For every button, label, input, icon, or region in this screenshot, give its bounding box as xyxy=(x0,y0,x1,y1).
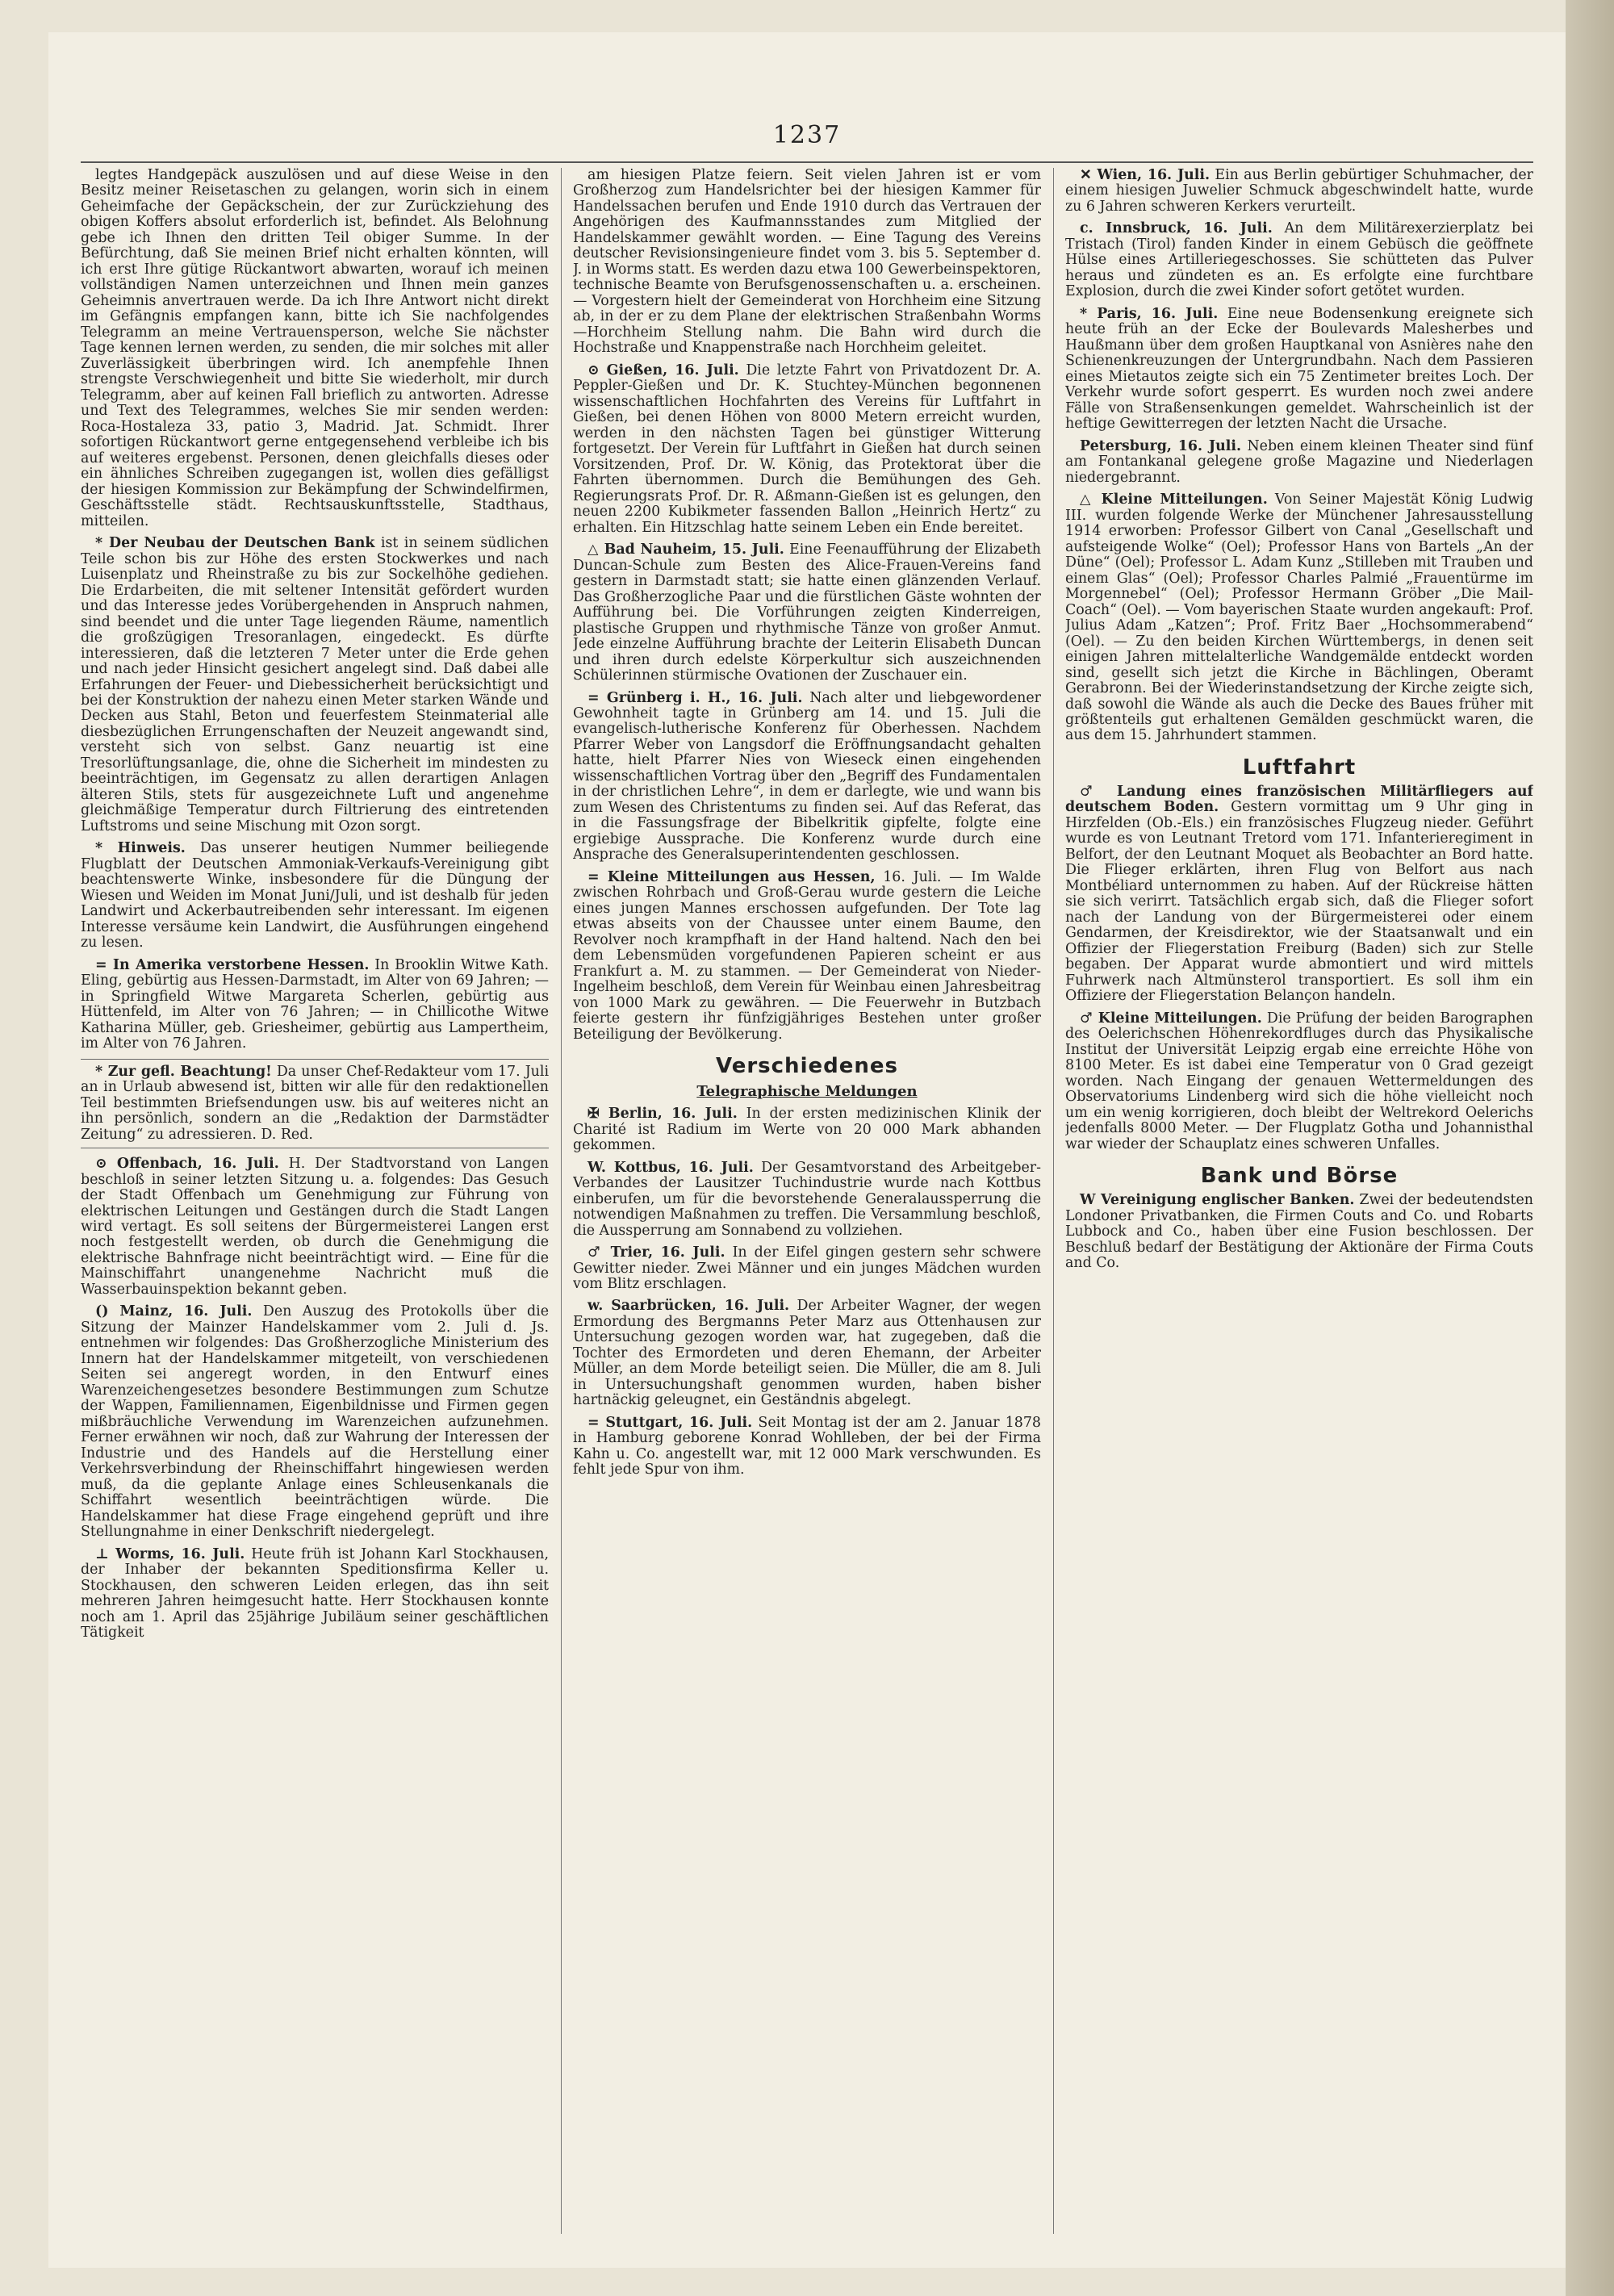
article-heading: = Grünberg i. H., 16. Juli. xyxy=(587,689,803,706)
article-heading: w. Saarbrücken, 16. Juli. xyxy=(587,1298,790,1315)
column-divider xyxy=(1053,168,1054,2234)
column-1 xyxy=(81,168,549,2234)
article-heading: ⊙ Gießen, 16. Juli. xyxy=(587,362,739,378)
article xyxy=(1065,784,1533,1005)
article xyxy=(1065,439,1533,486)
article xyxy=(81,958,549,1052)
article xyxy=(573,1106,1041,1153)
article-text: Den Auszug des Protokolls über die Sitzung der Mainzer Handelskammer vom 2. Juli d. Js. entnehmen wir folgendes: Das Großherzogliche Ministerium des Innern hat der Handelskammer mitgeteilt, von verschiedenen Seiten sei angeregt worden, in den Entwurf eines Warenzeichengesetzes besondere Bestimmungen zum Schutze der Wappen, Familiennamen, Eigenbildnisse und Firmen gegen mißbräuchliche Verwendung im Warenzeichen aufzunehmen. Ferner erwähnen wir noch, daß zur Wahrung der Interessen der Industrie und des Handels auf die Herstellung einer Verkehrsverbindung der Rheinschiffahrt hingewiesen werden muß, da die geplante Anlage eines Schleusenkanals die Schiffahrt wesentlich beeinträchtigen würde. Die Handelskammer hat diese Frage eingehend geprüft und ihre Stellungnahme in einer Denkschrift niedergelegt. xyxy=(81,1303,549,1541)
section-heading: Luftfahrt xyxy=(1242,755,1357,780)
article xyxy=(573,363,1041,536)
article xyxy=(573,870,1041,1043)
article xyxy=(573,1245,1041,1292)
article-heading: = Kleine Mitteilungen aus Hessen, xyxy=(587,868,876,885)
article-heading: ⊥ Worms, 16. Juli. xyxy=(95,1545,245,1562)
article xyxy=(81,536,549,834)
article-text: Eine Feenaufführung der Elizabeth Duncan-Schule zum Besten des Alice-Frauen-Vereins fand gestern in Darmstadt statt; sie hatte einen glänzenden Verlauf. Das Großherzogliche Paar und die fürstlichen Gäste wohnten der Aufführung bei. Die Vorführungen zeigten Kinderreigen, plastische Gruppen und rhythmische Tänze von großer Anmut. Jede einzelne Aufführung brachte der Leiterin Elisabeth Duncan und ihren durch edelste Körperkultur sich auszeichnenden Schülerinnen stürmische Ovationen der Zuschauer ein. xyxy=(573,542,1041,684)
article xyxy=(573,542,1041,684)
article-text: Seit Montag ist der am 2. Januar 1878 in Hamburg geborene Konrad Wohlleben, der bei der Firma Kahn u. Co. angestellt war, mit 12 000 Mark verschwunden. Es fehlt jede Spur von ihm. xyxy=(573,1414,1041,1478)
article-heading: ✠ Berlin, 16. Juli. xyxy=(587,1106,738,1123)
article-heading: ♂ Trier, 16. Juli. xyxy=(587,1244,725,1261)
article-text: An dem Militärexerzierplatz bei Tristach (Tirol) fanden Kinder in einem Gebüsch die geöffnete Hülse eines Artilleriegeschosses. Sie schütteten das Pulver heraus und zündeten es an. Es erfolgte eine furchtbare Explosion, durch die zwei Kinder sofort getötet wurden. xyxy=(1065,220,1533,300)
scan-edge xyxy=(1566,0,1614,2296)
article-text: Von Seiner Majestät König Ludwig III. wurden folgende Werke der Münchener Jahresausstellung 1914 erworben: Professor Gilbert von Canal „Gesellschaft und aufsteigende Wolke“ (Oel); Professor Hans von Bartels „An der Düne“ (Oel); Professor L. Adam Kunz „Stilleben mit Trauben und einem Glas“ (Oel); Professor Charles Palmié „Frauentürme im Morgennebel“ (Oel); Professor Hermann Gröber „Die Mail-Coach“ (Oel). — Vom bayerischen Staate wurden angekauft: Prof. Julius Adam „Katzen“; Prof. Fritz Baer „Hochsommerabend“ (Oel). — Zu den beiden Kirchen Württembergs, in denen seit einigen Jahren mittelalterliche Wandgemälde entdeckt worden sind, gesellt sich jetzt die Kirche in Bächlingen, Oberamt Gerabronn. Bei der Wiederinstandsetzung der Kirche zeigte sich, daß sowohl die Wände als auch die Decke des Baues früher mit größtenteils gut erhaltenen Gemälden geschmückt waren, die aus dem 15. Jahrhundert stammen. xyxy=(1065,491,1533,744)
article-heading: △ Kleine Mitteilungen. xyxy=(1080,491,1268,508)
notice-text: Da unser Chef-Redakteur vom 17. Juli an in Urlaub abwesend ist, bitten wir alle für den redaktionellen Teil bestimmten Briefsendungen usw. bis auf weiteres nicht an ihn persönlich, sondern an die „Redaktion der Darmstädter Zeitung“ zu adressieren. D. Red. xyxy=(81,1063,549,1143)
article-text: Heute früh ist Johann Karl Stockhausen, der Inhaber der bekannten Speditionsfirma Keller u. Stockhausen, den schweren Leiden erlegen, das ihn seit mehreren Jahren heimgesucht hatte. Herr Stockhausen konnte noch am 1. April das 25jährige Jubiläum seiner geschäftlichen Tätigkeit xyxy=(81,1545,549,1641)
columns xyxy=(81,168,1533,2234)
article xyxy=(573,1299,1041,1408)
column-3 xyxy=(1065,168,1533,2234)
article-text: ist in seinem südlichen Teile schon bis zur Höhe des ersten Stockwerkes und nach Luisenplatz und Rheinstraße zu bis zur Sockelhöhe gediehen. Die Erdarbeiten, die mit seltener Intensität gefördert wurden und das Interesse jedes Vorübergehenden in Anspruch nahmen, sind beendet und die unter Tage liegenden Räume, namentlich die großzügigen Tresoranlagen, eingedeckt. Es dürfte interessieren, daß die letzteren 7 Meter unter die Erde gehen und nach jeder Hinsicht gesichert angelegt sind. Daß dabei alle Erfahrungen der Feuer- und Diebessicherheit berücksichtigt und bei der Konstruktion der nahezu einen Meter starken Wände und Decken aus Stahl, Beton und feuerfestem Steinmaterial alle diesbezüglichen Errungenschaften der Neuzeit angewandt sind, versteht sich von selbst. Ganz neuartig ist eine Tresorlüftungsanlage, die, ohne die Sicherheit im mindesten zu beeinträchtigen, im Gegensatz zu allen derartigen Anlagen älteren Stils, stets für ausgezeichnete Luft und angenehme gleichmäßige Temperatur durch Filtrierung des eintretenden Luftstroms und seine Mischung mit Ozon sorgt. xyxy=(81,535,549,834)
article xyxy=(1065,1011,1533,1152)
subsection-heading: Telegraphische Meldungen xyxy=(696,1083,918,1101)
article-text: Das unserer heutigen Nummer beiliegende Flugblatt der Deutschen Ammoniak-Verkaufs-Vereinigung gibt beachtenswerte Winke, insbesondere für die Düngung der Wiesen und Weiden im Monat Juni/Juli, und ist deshalb für jeden Landwirt und Ackerbautreibenden sehr interessant. Im eigenen Interesse versäume kein Landwirt, die Ausführungen eingehend zu lesen. xyxy=(81,840,549,951)
article xyxy=(573,1161,1041,1239)
article xyxy=(573,1416,1041,1478)
article-text: Zwei der bedeutendsten Londoner Privatbanken, die Firmen Couts and Co. und Robarts Lubbock and Co., haben über eine Fusion beschlossen. Der Beschluß bedarf der Bestätigung der Aktionäre der Firma Couts and Co. xyxy=(1065,1192,1533,1272)
article-text: Gestern vormittag um 9 Uhr ging in Hirzfelden (Ob.-Els.) ein französisches Flugzeug nieder. Geführt wurde es von Leutnant Tretord vom 171. Infanterieregiment in Belfort, der den Leutnant Moquet als Beobachter an Bord hatte. Die Flieger erklärten, ihren Flug von Belfort aus nach Montbéliard unternommen zu haben. Auf der Rückreise hätten sie sich verirrt. Tatsächlich ergab sich, daß die Flieger sofort nach der Landung von der Bürgermeisterei oder einem Gendarmen, der Kreisdirektor, wie der Staatsanwalt und ein Offizier der Fliegerstation Freiburg (Baden) sich zur Stelle begaben. Der Apparat wurde abmontiert und wird mittels Fuhrwerk nach Altmünsterol transportiert. Es soll ihm ein Offiziere der Fliegerstation Belançon handeln. xyxy=(1065,799,1533,1005)
article-heading: ♂ Landung eines französischen Militärfliegers auf deutschem Boden. xyxy=(1065,783,1533,816)
newspaper-page xyxy=(48,32,1566,2268)
column-divider xyxy=(561,168,562,2234)
article-text: In der Eifel gingen gestern sehr schwere Gewitter nieder. Zwei Männer und ein junges Mädchen wurden vom Blitz erschlagen. xyxy=(573,1244,1041,1292)
article-text: In Brooklin Witwe Kath. Eling, gebürtig aus Hessen-Darmstadt, im Alter von 69 Jahren; — in Springfield Witwe Margareta Scherlen, gebürtig aus Hüttenfeld, im Alter von 76 Jahren; — in Chillicothe Witwe Katharina Müller, geb. Griesheimer, gebürtig aus Lampertheim, im Alter von 76 Jahren. xyxy=(81,956,549,1052)
notice-heading: * Zur gefl. Beachtung! xyxy=(95,1063,272,1080)
article-text: Der Arbeiter Wagner, der wegen Ermordung des Bergmanns Peter Marz aus Ottenhausen zur Untersuchung gezogen worden war, hat zugegeben, daß die Tochter des Ermordeten und deren Ehemann, der Arbeiter Müller, an dem Morde beteiligt seien. Die Müller, die am 8. Juli in Untersuchungshaft genommen wurden, haben bisher hartnäckig geleugnet, ein Geständnis abgelegt. xyxy=(573,1298,1041,1409)
article-text: Ein aus Berlin gebürtiger Schuhmacher, der einem hiesigen Juwelier Schmuck abgeschwindelt hatte, wurde zu 6 Jahren schweren Kerkers verurteilt. xyxy=(1065,168,1533,215)
article-heading: * Der Neubau der Deutschen Bank xyxy=(95,535,375,552)
article-heading: W Vereinigung englischer Banken. xyxy=(1080,1192,1355,1209)
article-heading: () Mainz, 16. Juli. xyxy=(95,1303,253,1320)
article xyxy=(81,841,549,951)
article xyxy=(1065,221,1533,299)
article-heading: W. Kottbus, 16. Juli. xyxy=(587,1159,754,1176)
article-heading: = Stuttgart, 16. Juli. xyxy=(587,1414,753,1431)
article-text: Neben einem kleinen Theater sind fünf am Fontankanal gelegene große Magazine und Niederlagen niedergebrannt. xyxy=(1065,437,1533,486)
page-number: 1237 xyxy=(772,121,842,149)
article-text: Eine neue Bodensenkung ereignete sich heute früh an der Ecke der Boulevards Malesherbes und Haußmann über dem großen Hauptkanal von Asnières nahe den Schienenkreuzungen der Untergrundbahn. Nach dem Passieren eines Mietautos zeigte sich ein 75 Zentimeter breites Loch. Der Verkehr wurde sofort gesperrt. Es wurden noch zwei andere Fälle von Straßensenkungen gemeldet. Wahrscheinlich ist der heftige Gewitterregen der letzten Nacht die Ursache. xyxy=(1065,305,1533,433)
article-heading: ♂ Kleine Mitteilungen. xyxy=(1080,1010,1262,1027)
header-rule xyxy=(81,161,1533,163)
article xyxy=(81,1547,549,1641)
article-text: am hiesigen Platze feiern. Seit vielen Jahren ist er vom Großherzog zum Handelsrichter bei der hiesigen Kammer für Handelssachen berufen und Ende 1910 durch das Vertrauen der Angehörigen des Kaufmannsstandes zum Mitglied der Handelskammer gewählt worden. — Eine Tagung des Vereins deutscher Revisionsingenieure findet vom 3. bis 5. September d. J. in Worms statt. Es werden dazu etwa 100 Gewerbeinspektoren, technische Beamte von Berufsgenossenschaften u. a. erscheinen. — Vorgestern hielt der Gemeinderat von Horchheim eine Sitzung ab, in der er zu dem Plane der elektrischen Straßenbahn Worms—Horchheim Stellung nahm. Die Bahn wird durch die Hochstraße und Knappenstraße nach Horchheim geleitet. xyxy=(573,168,1041,357)
article-heading: △ Bad Nauheim, 15. Juli. xyxy=(587,542,784,558)
article xyxy=(81,1304,549,1540)
article-text: Die Prüfung der beiden Barographen des Oelerichschen Höhenrekordfluges durch das Physikalische Institut der Universität Leipzig ergab eine erreichte Höhe von 8100 Meter. Es ist dabei eine Temperatur von 0 Grad gezeigt worden. Nach Eingang der genauen Wettermeldungen des Observatoriums Lindenberg wird sich die höhe vielleicht noch um ein wenig korrigieren, doch bleibt der Weltrekord Oelerichs jedenfalls 8000 Meter. — Der Flugplatz Gotha und Johannisthal war wieder der Schauplatz eines schweren Unfalles. xyxy=(1065,1010,1533,1152)
article-text: In der ersten medizinischen Klinik der Charité ist Radium im Werte von 20 000 Mark abhanden gekommen. xyxy=(573,1106,1041,1154)
editorial-notice xyxy=(81,1059,549,1148)
article xyxy=(81,1156,549,1298)
article-heading: * Paris, 16. Juli. xyxy=(1080,305,1219,322)
article xyxy=(573,691,1041,864)
article-heading: = In Amerika verstorbene Hessen. xyxy=(95,956,370,973)
article xyxy=(1065,307,1533,433)
article-text: Nach alter und liebgewordener Gewohnheit tagte in Grünberg am 14. und 15. Juli die evangelisch-lutherische Konferenz für Oberhessen. Nachdem Pfarrer Weber von Langsdorf die Eröffnungsandacht gehalten hatte, hielt Pfarrer Nies von Wieseck einen eingehenden wissenschaftlichen Vortrag über den „Begriff des Fundamentalen in der christlichen Lehre“, in dem er darlegte, wie und wann bis zum Wesen des Christentums zu finden sei. Auf das Referat, das in die Fassungsfrage der Bibelkritik gipfelte, folgte eine ergiebige Aussprache. Die Konferenz wurde durch eine Ansprache des Generalsuperintendenten geschlossen. xyxy=(573,689,1041,864)
article-heading: * Hinweis. xyxy=(95,840,186,857)
article-heading: ⊙ Offenbach, 16. Juli. xyxy=(95,1156,279,1173)
article-text: legtes Handgepäck auszulösen und auf diese Weise in den Besitz meiner Reisetaschen zu gelangen, worin sich in einem Geheimfache der Gepäckschein, der zur Zurückziehung des obigen Koffers absolut erforderlich ist, befindet. Als Belohnung gebe ich Ihnen den dritten Teil obiger Summe. In der Befürchtung, daß Sie meinen Brief nicht erhalten könnten, will ich erst Ihre gütige Rückantwort abwarten, worauf ich meinen vollständigen Namen unterzeichnen und Ihnen mein ganzes Geheimnis anvertrauen werde. Da ich Ihre Antwort nicht direkt im Gefängnis empfangen kann, bitte ich Sie nachfolgendes Telegramm an meine Vertrauensperson, welche Sie nächster Tage kennen lernen werden, zu senden, die mir solches mit aller Zuverlässigkeit überbringen wird. Ich anempfehle Ihnen strengste Verschwiegenheit und bitte Sie wiederholt, mir durch Telegramm, aber auf keinen Fall brieflich zu antworten. Adresse und Text des Telegrammes, welches Sie mir senden werden: Roca-Hostaleza 33, patio 3, Madrid. Jat. Schmidt. Ihrer sofortigen Rückantwort gerne entgegensehend verbleibe ich bis auf weiteres ergebenst. Personen, denen gleichfalls dieses oder ein ähnliches Schreiben zugegangen ist, wollen dies gefälligst der hiesigen Kommission zur Bekämpfung der Schwindelfirmen, Geschäftsstelle städt. Rechtsauskunftsstelle, Stadthaus, mitteilen. xyxy=(81,168,549,529)
article-heading: Petersburg, 16. Juli. xyxy=(1080,437,1242,454)
column-2 xyxy=(573,168,1041,2234)
article-heading: c. Innsbruck, 16. Juli. xyxy=(1080,220,1273,237)
article-text: Die letzte Fahrt von Privatdozent Dr. A. Peppler-Gießen und Dr. K. Stuchtey-München begonnenen wissenschaftlichen Hochfahrten des Vereins für Luftfahrt in Gießen, bei denen Höhen von 8000 Metern erreicht wurden, werden in den nächsten Tagen bei günstiger Witterung fortgesetzt. Der Verein für Luftfahrt in Gießen hat durch seinen Vorsitzenden, Prof. Dr. W. König, das Protektorat über die Fahrten übernommen. Durch die Bemühungen des Geh. Regierungsrats Prof. Dr. R. Aßmann-Gießen ist es gelungen, den neuen 2200 Kubikmeter fassenden Ballon „Heinrich Hertz“ zu erhalten. Ein Hitzschlag hatte seinem Leben ein Ende bereitet. xyxy=(573,362,1041,536)
article xyxy=(1065,168,1533,215)
section-heading: Bank und Börse xyxy=(1200,1164,1399,1189)
section-heading: Verschiedenes xyxy=(716,1054,898,1079)
article xyxy=(1065,1193,1533,1271)
article-text: H. Der Stadtvorstand von Langen beschloß in seiner letzten Sitzung u. a. folgendes: Das Gesuch der Stadt Offenbach um Genehmigung zur Führung von elektrischen Leitungen und Gestängen durch die Stadt Langen wird vertagt. Es soll seitens der Bürgermeisterei Langen erst noch festgestellt werden, ob durch die Genehmigung die elektrische Bahnfrage nicht beeinträchtigt wird. — Eine für die Mainschiffahrt unangenehme Nachricht muß die Wasserbauinspektion bekannt geben. xyxy=(81,1156,549,1298)
article xyxy=(1065,492,1533,744)
article-text: Der Gesamtvorstand des Arbeitgeber-Verbandes der Lausitzer Tuchindustrie wurde nach Kottbus einberufen, um für die bevorstehende Generalaussperrung die notwendigen Maßnahmen zu treffen. Die Versammlung beschloß, die Aussperrung am Sonnabend zu vollziehen. xyxy=(573,1159,1041,1239)
article-heading: ✕ Wien, 16. Juli. xyxy=(1080,168,1210,183)
article-text: 16. Juli. — Im Walde zwischen Rohrbach und Groß-Gerau wurde gestern die Leiche eines jungen Mannes erschossen aufgefunden. Der Tote lag etwas abseits von der Chaussee unter einem Baume, den Revolver noch krampfhaft in der Hand haltend. Nach den bei dem Lebensmüden vorgefundenen Papieren scheint er aus Frankfurt a. M. zu stammen. — Der Gemeinderat von Nieder-Ingelheim beschloß, dem Verein für Weinbau einen Jahresbeitrag von 1000 Mark zu gewähren. — Die Feuerwehr in Butzbach feierte gestern ihr fünfzigjähriges Bestehen unter großer Beteiligung der Bevölkerung. xyxy=(573,868,1041,1043)
